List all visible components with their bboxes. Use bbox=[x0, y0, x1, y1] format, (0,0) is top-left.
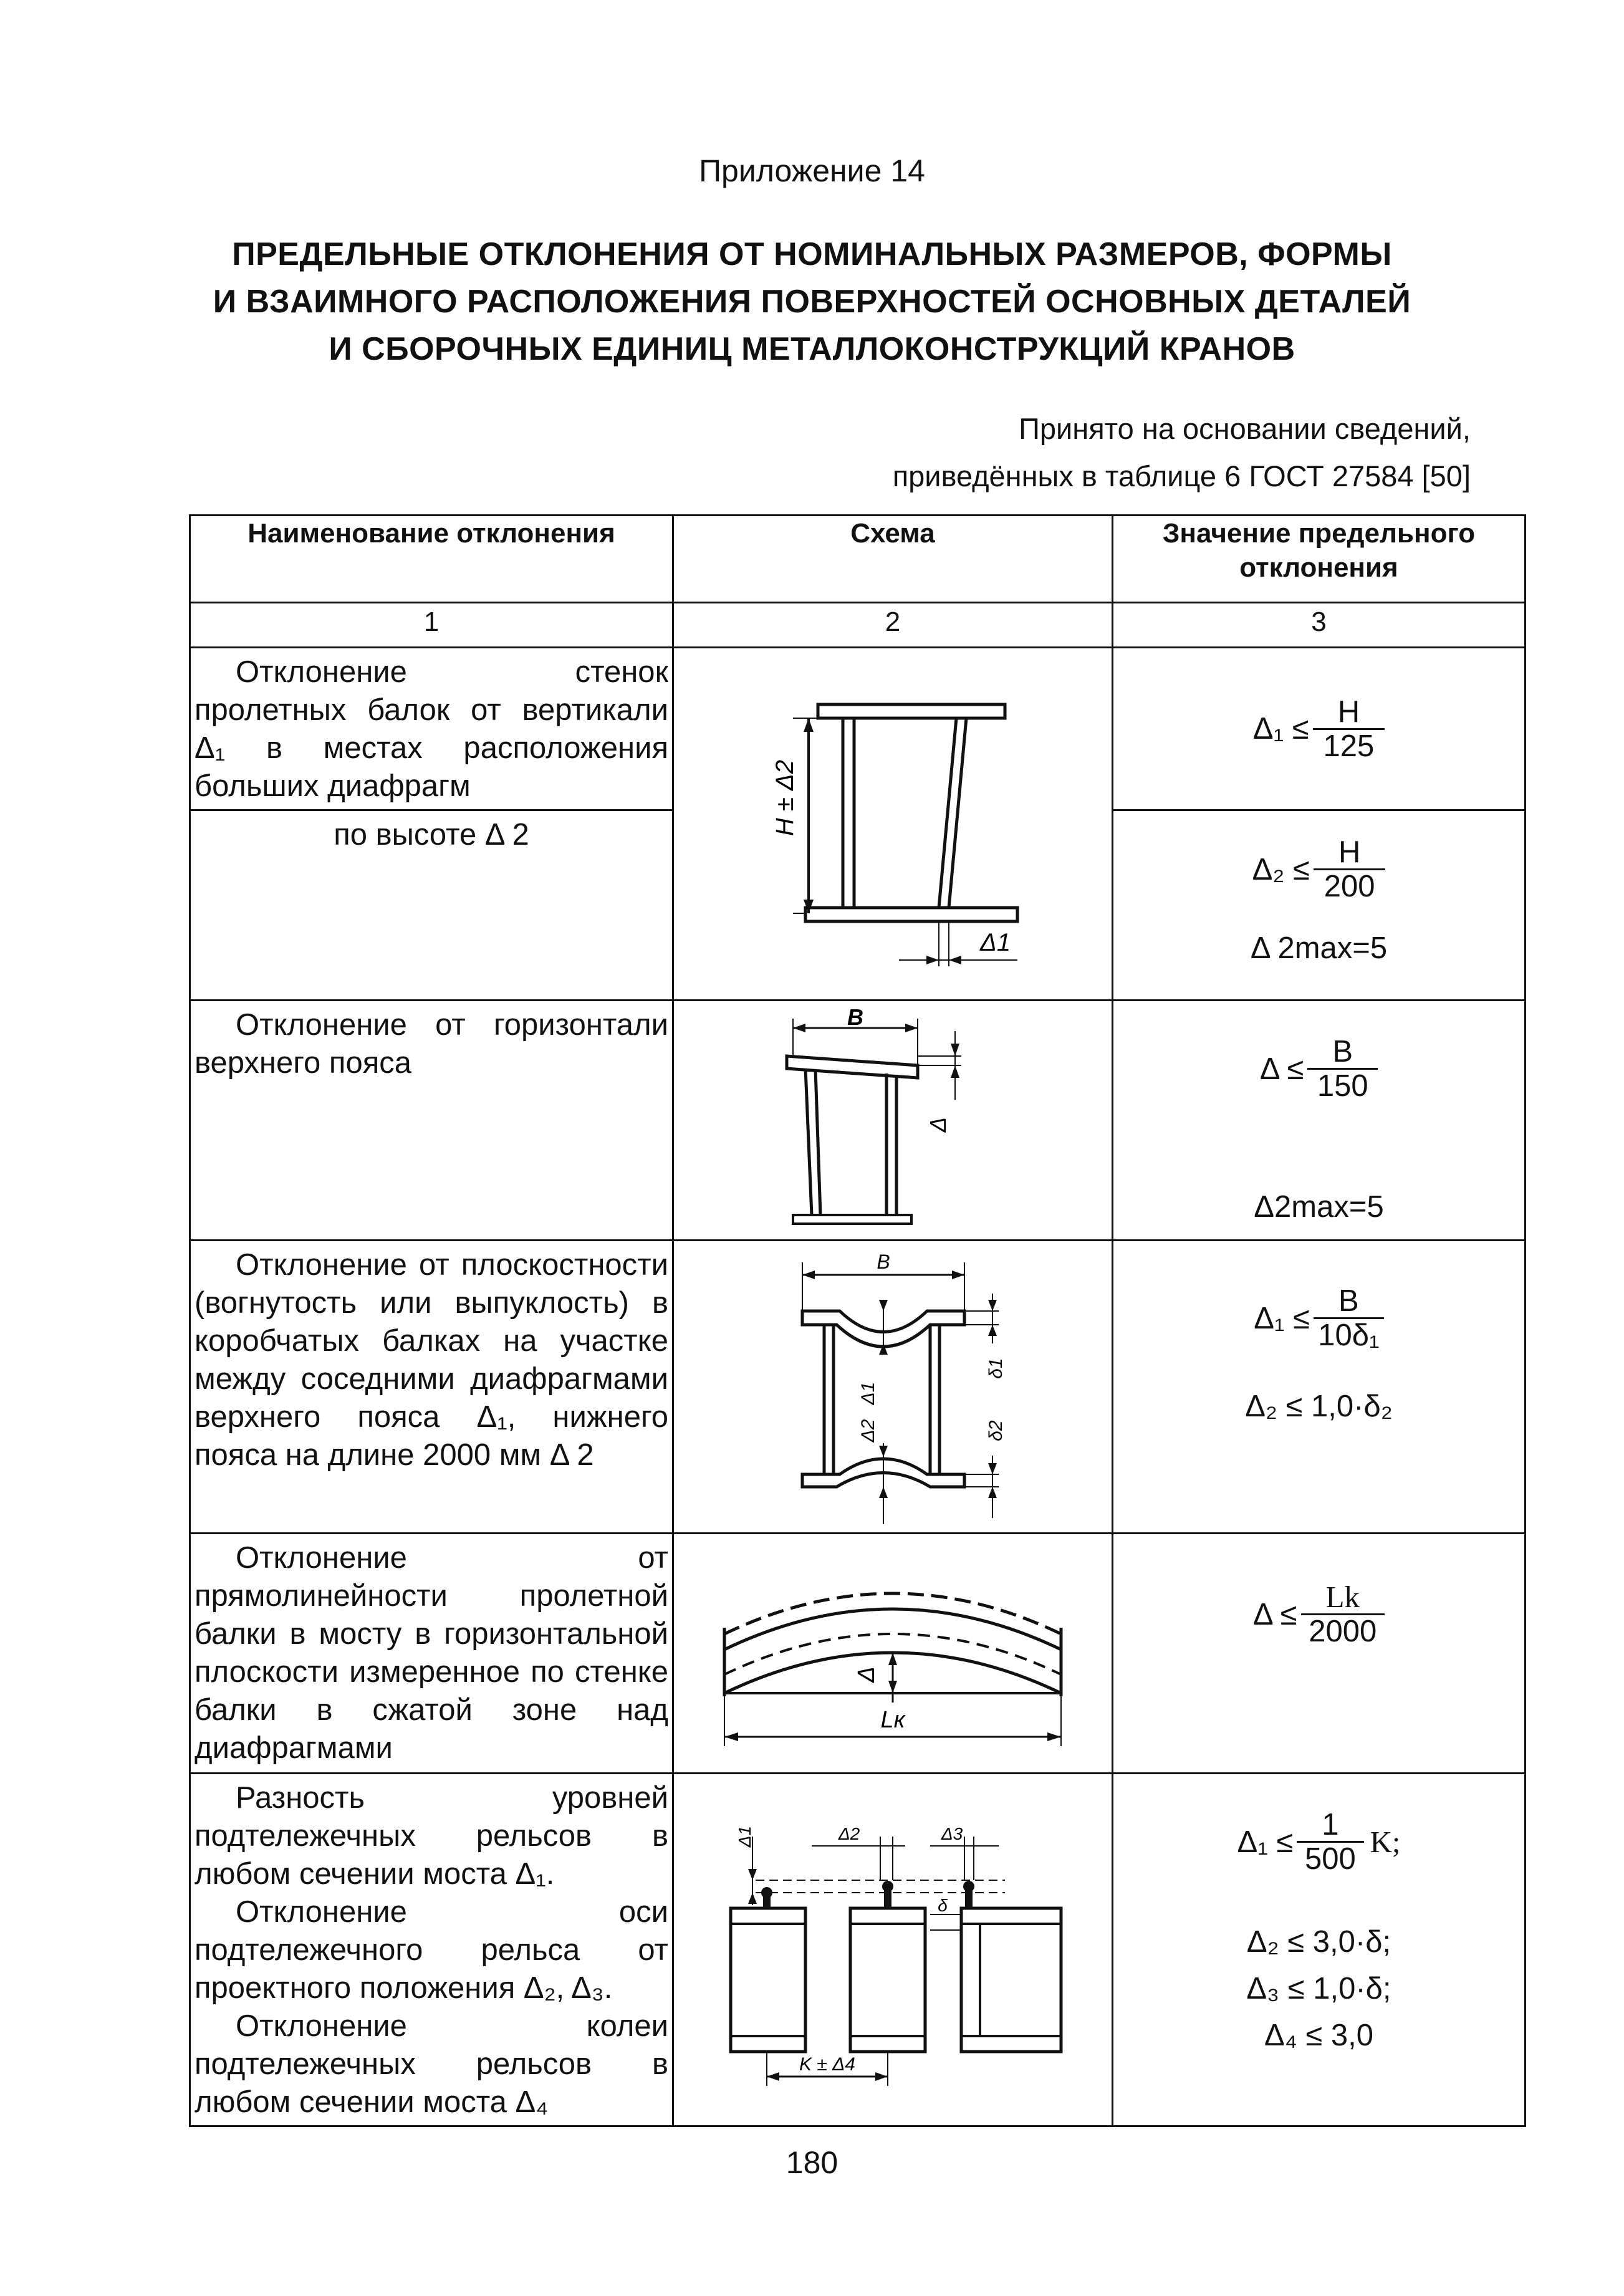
value-line: Δ₃ ≤ 1,0·δ; bbox=[1246, 1972, 1391, 2005]
page-title bbox=[0, 231, 1624, 373]
table-row bbox=[190, 1001, 1526, 1241]
scheme-cell bbox=[673, 1534, 1113, 1774]
column-number: 2 bbox=[673, 603, 1113, 648]
deviation-name: Разность уровней подтележечных рельсов в любом сечении моста Δ₁. Отклонение оси подтележечного рельса от проектного положения Δ₂, Δ₃. Отклонение колеи подтележечных рельсов в любом сечении моста Δ₄ bbox=[190, 1774, 673, 2126]
column-number: 1 bbox=[190, 603, 673, 648]
rail-level-scheme bbox=[706, 1799, 1080, 2092]
deviation-name: Отклонение от прямолинейности пролетной балки в мосту в горизонтальной плоскости измеренное по стенке балки в сжатой зоне над диафрагмами bbox=[190, 1534, 673, 1774]
deviation-value bbox=[1113, 1241, 1526, 1534]
source-note-line: Принято на основании сведений, bbox=[1019, 412, 1471, 445]
value-formula: Δ ≤ $\frac{B}{150}$ bbox=[1260, 1035, 1378, 1102]
source-note-line: приведённых в таблице 6 ГОСТ 27584 [50] bbox=[892, 459, 1471, 492]
table-row bbox=[190, 1241, 1526, 1534]
top-flange-scheme bbox=[749, 1006, 1036, 1237]
value-formula: Δ₁ ≤ $\frac{B}{\text{10δ₁}}$ bbox=[1254, 1285, 1383, 1352]
scheme-label: δ bbox=[938, 1896, 948, 1915]
title-line: И ВЗАИМНОГО РАСПОЛОЖЕНИЯ ПОВЕРХНОСТЕЙ ОСНОВНЫХ ДЕТАЛЕЙ bbox=[213, 284, 1411, 320]
deviation-value bbox=[1113, 810, 1526, 1001]
scheme-cell bbox=[673, 1774, 1113, 2126]
value-formula: Δ₂ ≤ $\frac{H}{200}$ bbox=[1252, 836, 1386, 903]
web-vertical-scheme bbox=[718, 667, 1067, 991]
deviation-name: Отклонение от горизонтали верхнего пояса bbox=[190, 1001, 673, 1241]
scheme-label: Δ1 bbox=[858, 1381, 878, 1405]
deviation-name: Отклонение стенок пролетных балок от вертикали Δ₁ в местах расположения больших диафрагм bbox=[190, 648, 673, 810]
column-number-row bbox=[190, 603, 1526, 648]
header-cell: Значение предельного отклонения bbox=[1113, 516, 1526, 603]
value-formula: Δ₁ ≤ $\frac{1}{500}$ K; bbox=[1237, 1808, 1401, 1876]
scheme-cell bbox=[673, 1001, 1113, 1241]
scheme-cell bbox=[673, 648, 1113, 1001]
header-cell: Схема bbox=[673, 516, 1113, 603]
value-extra: Δ₂ ≤ 1,0·δ₂ bbox=[1245, 1390, 1393, 1423]
scheme-label: B bbox=[847, 1006, 863, 1030]
deviations-table bbox=[189, 514, 1526, 2127]
scheme-label: δ2 bbox=[986, 1420, 1006, 1441]
value-formula: Δ ≤ $\frac{Lk}{2000}$ bbox=[1253, 1581, 1385, 1648]
scheme-label: Δ2 bbox=[838, 1824, 860, 1843]
table-row bbox=[190, 1774, 1526, 2126]
scheme-label: Δ3 bbox=[941, 1824, 963, 1843]
source-note bbox=[893, 405, 1471, 500]
deviation-name: Отклонение от плоскостности (вогнутость или выпуклость) в коробчатых балках на участке между соседними диафрагмами верхнего пояса Δ₁, нижнего пояса на длине 2000 мм Δ 2 bbox=[190, 1241, 673, 1534]
value-extra: Δ2max=5 bbox=[1254, 1190, 1384, 1224]
value-line: Δ₄ ≤ 3,0 bbox=[1264, 2019, 1373, 2052]
scheme-label: K ± Δ4 bbox=[799, 2054, 855, 2075]
deviation-value bbox=[1113, 648, 1526, 810]
deviation-name: по высоте Δ 2 bbox=[190, 810, 673, 1001]
girder-straightness-scheme bbox=[699, 1540, 1086, 1771]
scheme-label: Δ1 bbox=[735, 1825, 754, 1848]
scheme-cell bbox=[673, 1241, 1113, 1534]
table-row bbox=[190, 1534, 1526, 1774]
appendix-label: Приложение 14 bbox=[699, 153, 925, 188]
header-cell: Наименование отклонения bbox=[190, 516, 673, 603]
scheme-label: δ1 bbox=[986, 1358, 1006, 1379]
scheme-label: Lк bbox=[880, 1707, 905, 1733]
value-extra: Δ 2max=5 bbox=[1250, 931, 1388, 965]
value-line: Δ₂ ≤ 3,0·δ; bbox=[1246, 1925, 1391, 1959]
scheme-label: Δ1 bbox=[980, 929, 1011, 956]
table-header-row bbox=[190, 516, 1526, 603]
scheme-label: Δ2 bbox=[858, 1419, 878, 1443]
title-line: И СБОРОЧНЫХ ЕДИНИЦ МЕТАЛЛОКОНСТРУКЦИЙ КРАНОВ bbox=[329, 331, 1295, 367]
scheme-label: H ± Δ2 bbox=[771, 759, 799, 837]
scheme-label: Δ bbox=[853, 1666, 880, 1683]
box-girder-flatness-scheme bbox=[749, 1244, 1036, 1530]
scheme-label: Δ bbox=[925, 1117, 951, 1133]
page-number: 180 bbox=[786, 2145, 838, 2180]
column-number: 3 bbox=[1113, 603, 1526, 648]
table-row bbox=[190, 648, 1526, 810]
value-formula: Δ₁ ≤ $\frac{H}{125}$ bbox=[1253, 696, 1385, 762]
deviation-value bbox=[1113, 1001, 1526, 1241]
title-line: ПРЕДЕЛЬНЫЕ ОТКЛОНЕНИЯ ОТ НОМИНАЛЬНЫХ РАЗМЕРОВ, ФОРМЫ bbox=[232, 236, 1392, 272]
deviation-value bbox=[1113, 1534, 1526, 1774]
scheme-label: B bbox=[877, 1251, 890, 1273]
deviation-value bbox=[1113, 1774, 1526, 2126]
